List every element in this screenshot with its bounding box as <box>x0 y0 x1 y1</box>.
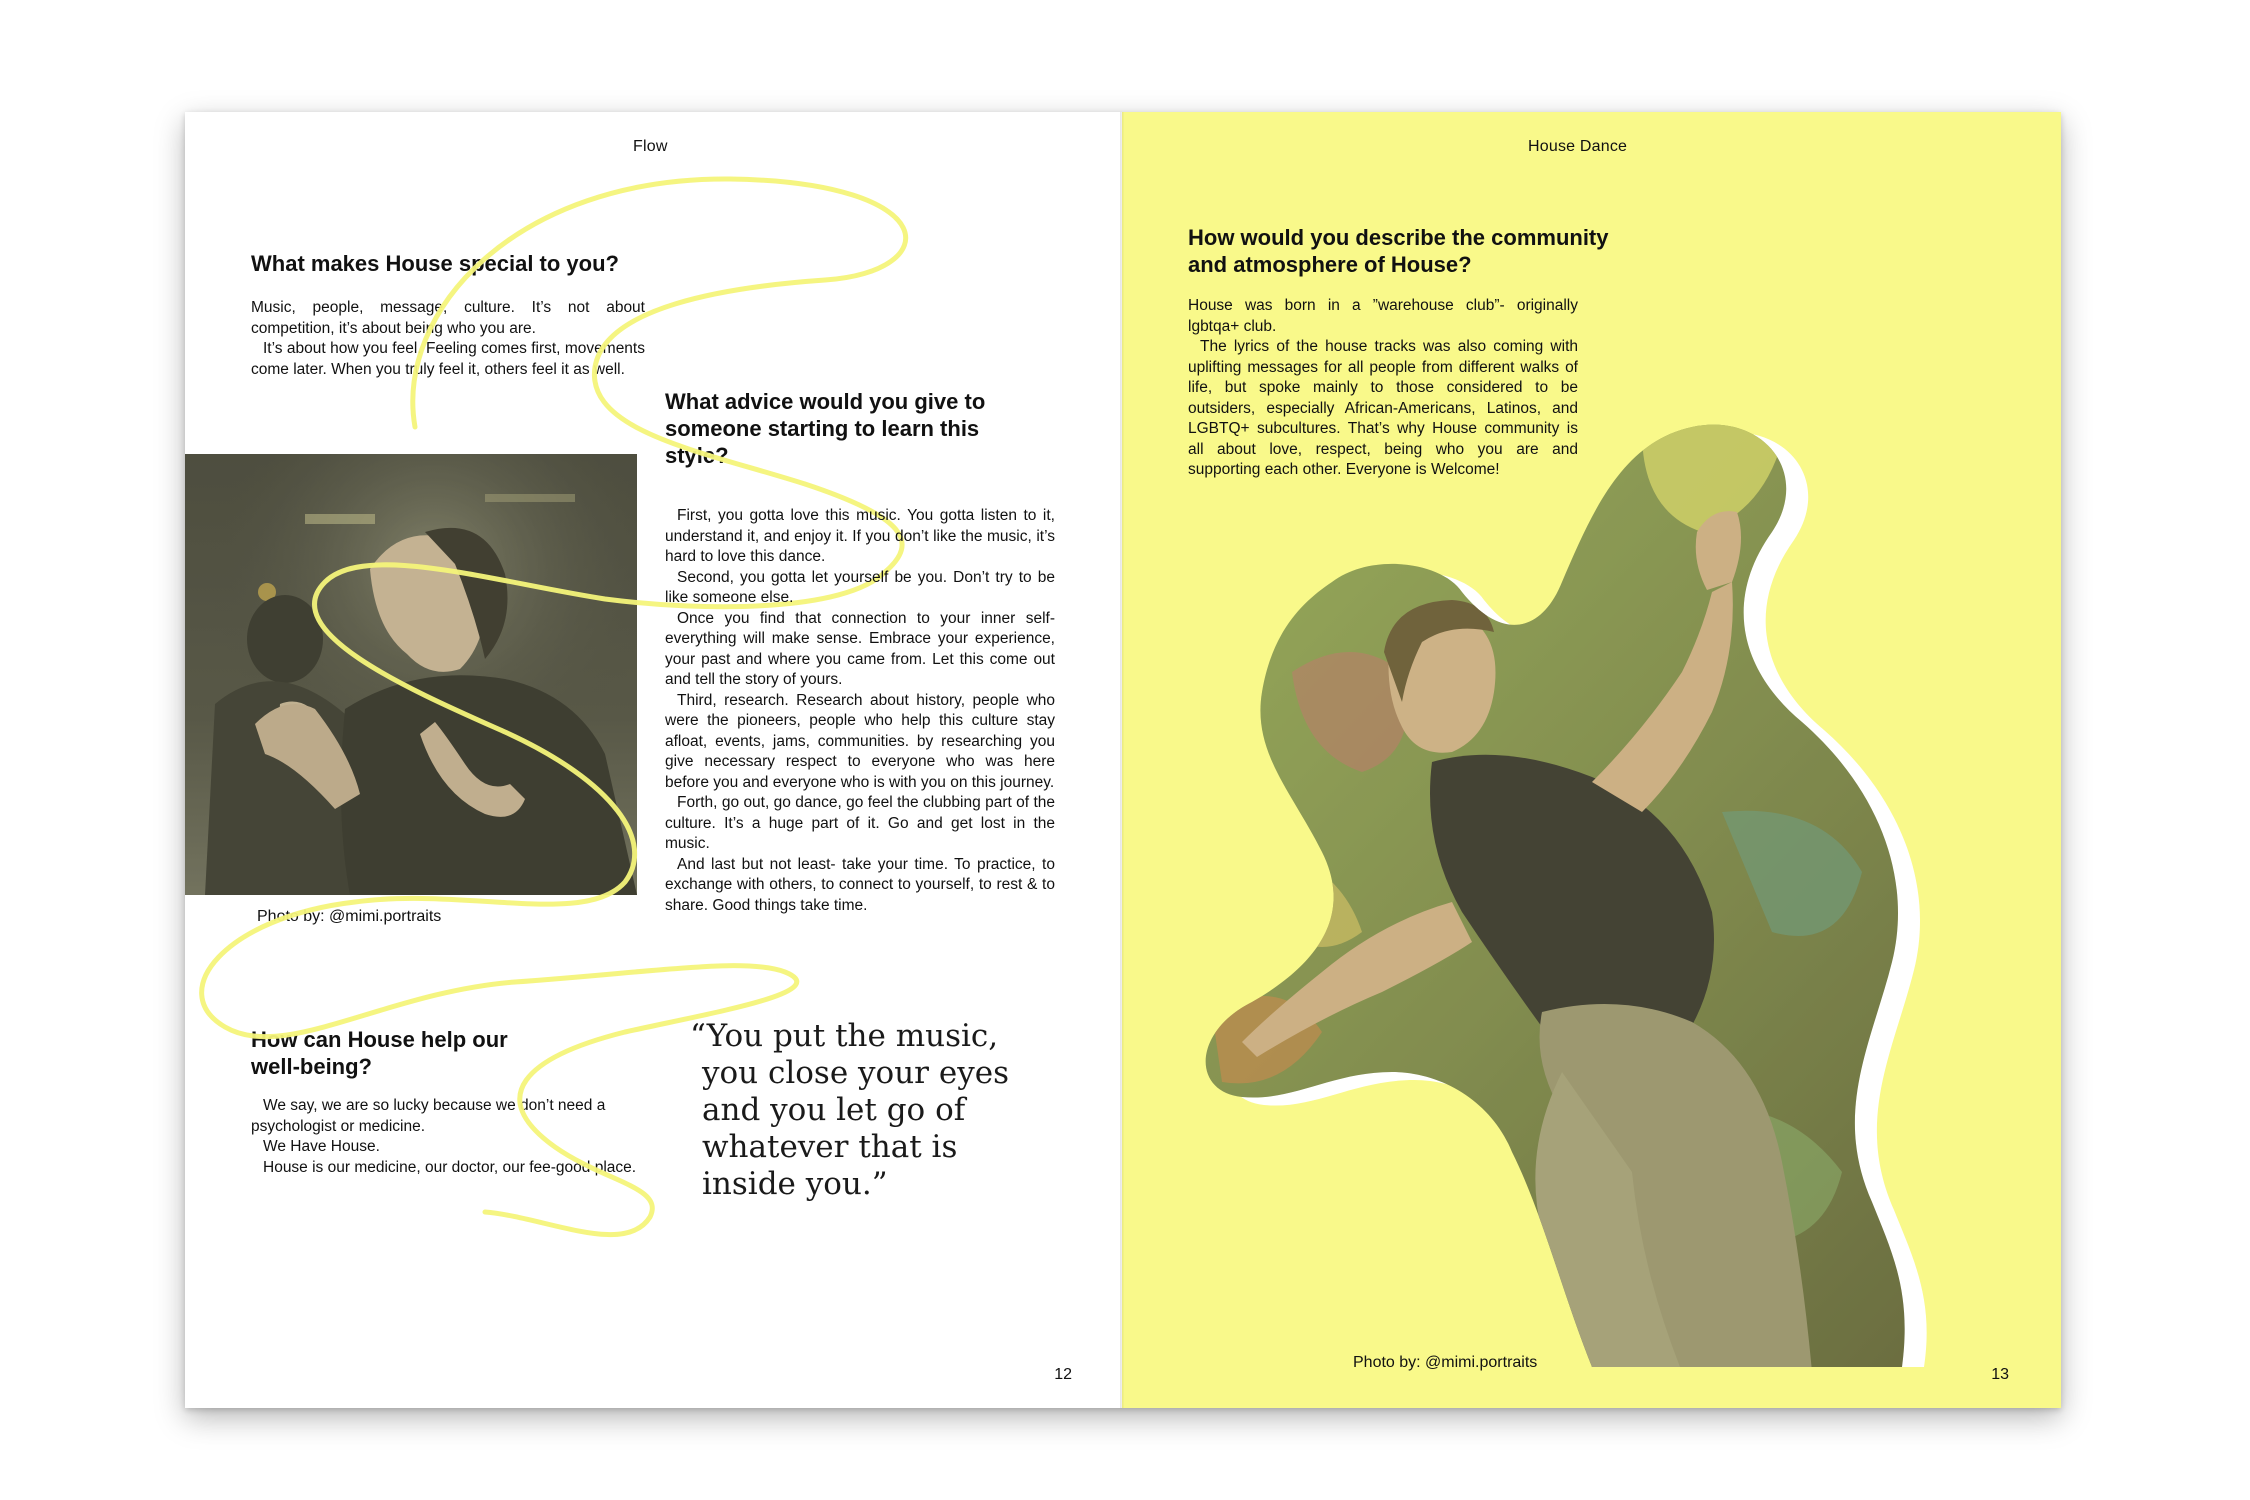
photo-caption-left: Photo by: @mimi.portraits <box>257 908 442 925</box>
quote-line: “You put the music, <box>690 1018 999 1054</box>
answer-advice-for-beginners <box>665 506 1055 916</box>
page-gutter <box>1120 112 1124 1408</box>
paragraph: Forth, go out, go dance, go feel the clubbing part of the culture. It’s a huge part of it. Go and get lost in the music. <box>665 794 1055 852</box>
heading-house-well-being: How can House help our well-being? <box>251 1027 508 1079</box>
pull-quote <box>690 1018 1090 1203</box>
paragraph: Music, people, message, culture. It’s not about competition, it’s about being who you are. <box>251 299 645 337</box>
answer-house-well-being <box>251 1096 645 1178</box>
running-head-left: Flow <box>633 138 668 155</box>
heading-what-makes-house-special: What makes House special to you? <box>251 251 619 276</box>
dancer-photo-left <box>185 454 637 895</box>
paragraph: We Have House. <box>263 1138 380 1155</box>
running-head-right: House Dance <box>1528 138 1628 155</box>
paragraph: House was born in a ”warehouse club”- originally lgbtqa+ club. <box>1188 297 1578 335</box>
page-number-right: 13 <box>1991 1366 2009 1383</box>
magazine-spread <box>185 112 2061 1408</box>
answer-what-makes-house-special <box>251 298 645 380</box>
quote-line: and you let go of <box>702 1092 966 1128</box>
paragraph: Once you find that connection to your inner self- everything will make sense. Embrace your experience, your past and where you came from. Let this come out and tell the story of yours. <box>665 609 1055 688</box>
paragraph: Second, you gotta let yourself be you. Don’t try to be like someone else. <box>665 568 1055 606</box>
left-page <box>185 112 1122 1408</box>
heading-advice-for-beginners: What advice would you give to someone starting to learn this style? <box>665 389 986 468</box>
quote-line: you close your eyes <box>702 1055 1009 1091</box>
photo-caption-right: Photo by: @mimi.portraits <box>1353 1354 1538 1371</box>
paragraph: And last but not least- take your time. To practice, to exchange with others, to connect to yourself, to rest & to share. Good things take time. <box>665 855 1055 914</box>
paragraph: We say, we are so lucky because we don’t need a psychologist or medicine. <box>251 1097 606 1135</box>
paragraph: It’s about how you feel. Feeling comes first, movements come later. When you truly feel it, others feel it as well. <box>251 340 645 378</box>
paragraph: House is our medicine, our doctor, our fee-good place. <box>263 1158 637 1176</box>
paragraph: Third, research. Research about history, people who were the pioneers, people who help this culture stay afloat, events, jams, communities. by researching you give necessary respect to everyone who was here before you and everyone who is with you on this journey. <box>665 691 1055 791</box>
heading-community-atmosphere: How would you describe the community and atmosphere of House? <box>1188 225 1609 277</box>
quote-line: whatever that is <box>702 1129 958 1165</box>
paragraph: The lyrics of the house tracks was also coming with uplifting messages for all people from different walks of life, but spoke mainly to those considered to be outsiders, especially African-Americans, Latinos, and LGBTQ+ subcultures. That’s why House community is all about love, respect, being who you are and supporting each other. Everyone is Welcome! <box>1188 338 1578 478</box>
answer-community-atmosphere <box>1188 296 1578 481</box>
page-number-left: 12 <box>1054 1366 1072 1383</box>
paragraph: First, you gotta love this music. You gotta listen to it, understand it, and enjoy it. If you don’t like the music, it’s hard to love this dance. <box>665 507 1055 565</box>
quote-line: inside you.” <box>702 1166 888 1202</box>
right-page <box>1122 112 2061 1408</box>
